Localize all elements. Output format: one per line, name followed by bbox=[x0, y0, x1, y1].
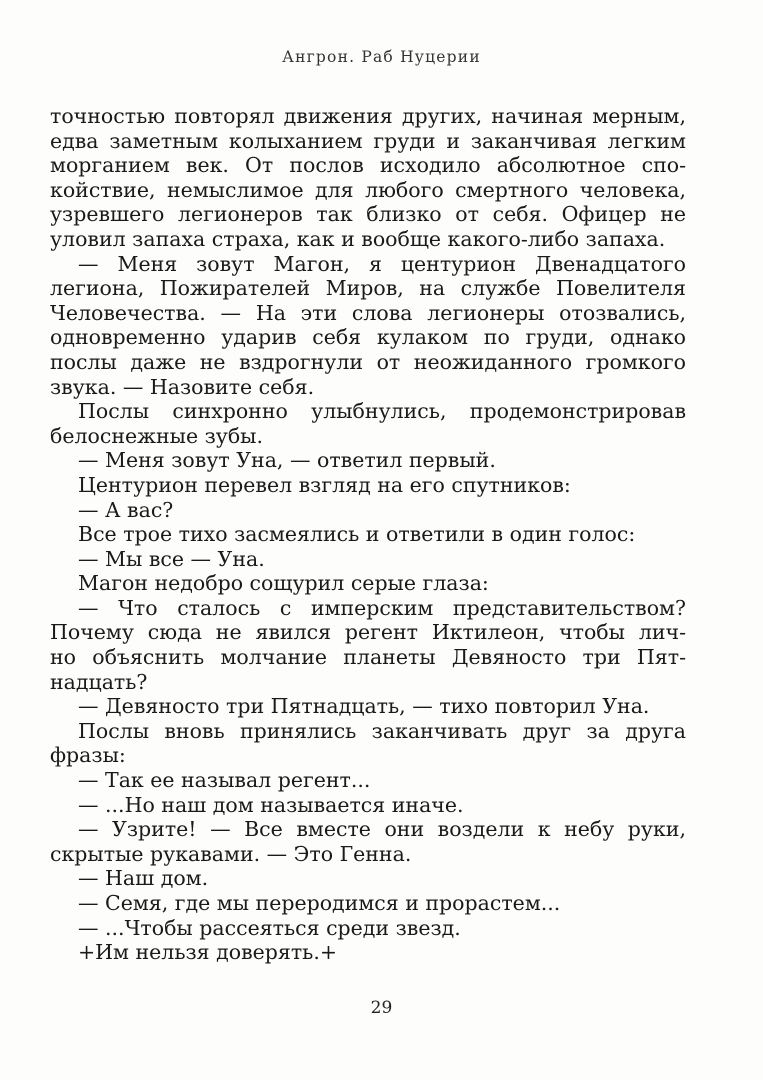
text-line: — А вас? bbox=[78, 497, 174, 522]
text-line: фразы: bbox=[50, 743, 126, 768]
body-text bbox=[50, 104, 686, 965]
text-line: точностью повторял движения других, начиная мерным, bbox=[50, 104, 686, 128]
text-line: уловил запаха страха, как и вообще какого-либо запаха. bbox=[50, 226, 666, 251]
page-number: 29 bbox=[370, 998, 393, 1018]
text-line: легиона, Пожирателей Миров, на службе Повелителя bbox=[50, 276, 686, 301]
text-line: Центурион перевел взгляд на его спутников: bbox=[78, 472, 571, 497]
text-line: — ...Чтобы рассеяться среди звезд. bbox=[78, 915, 461, 940]
text-line: скрытые рукавами. — Это Генна. bbox=[50, 841, 412, 866]
text-line: — Узрите! — Все вместе они воздели к небу руки, bbox=[78, 817, 686, 842]
text-line: звука. — Назовите себя. bbox=[50, 374, 315, 399]
text-line: — Меня зовут Магон, я центурион Двенадцатого bbox=[78, 251, 686, 276]
text-line: Почему сюда не явился регент Иктилеон, чтобы лич- bbox=[50, 620, 686, 645]
text-line: надцать? bbox=[50, 669, 148, 694]
text-line: узревшего легионеров так близко от себя. Офицер не bbox=[50, 202, 686, 227]
text-line: морганием век. От послов исходило абсолютное спо- bbox=[50, 153, 686, 178]
text-line: койствие, немыслимое для любого смертного человека, bbox=[50, 177, 686, 202]
text-line: — Наш дом. bbox=[78, 866, 209, 891]
text-line: — Семя, где мы переродимся и прорастем... bbox=[78, 891, 561, 915]
text-line: белоснежные зубы. bbox=[50, 423, 264, 448]
text-line: Человечества. — На эти слова легионеры отозвались, bbox=[50, 300, 686, 325]
text-line: — Так ее называл регент... bbox=[78, 768, 371, 793]
text-line: одновременно ударив себя кулаком по груди, однако bbox=[50, 325, 686, 350]
text-line: Послы вновь принялись заканчивать друг за друга bbox=[78, 718, 686, 743]
text-line: Магон недобро сощурил серые глаза: bbox=[78, 571, 489, 596]
text-line: послы даже не вздрогнули от неожиданного громкого bbox=[50, 349, 686, 374]
text-line: — Девяносто три Пятнадцать, — тихо повторил Уна. bbox=[78, 694, 650, 719]
running-header: Ангрон. Раб Нуцерии bbox=[282, 48, 481, 66]
text-line: Все трое тихо засмеялись и ответили в один голос: bbox=[78, 522, 636, 547]
text-line: — Что сталось с имперским представительством? bbox=[78, 595, 686, 620]
text-line: — Меня зовут Уна, — ответил первый. bbox=[78, 448, 496, 473]
text-line: едва заметным колыханием груди и заканчивая легким bbox=[50, 128, 686, 153]
text-line: — ...Но наш дом называется иначе. bbox=[78, 792, 464, 817]
text-line: — Мы все — Уна. bbox=[78, 546, 265, 571]
text-line: Послы синхронно улыбнулись, продемонстрировав bbox=[78, 399, 686, 424]
text-line: +Им нельзя доверять.+ bbox=[78, 940, 338, 965]
text-line: но объяснить молчание планеты Девяносто три Пят- bbox=[50, 645, 686, 670]
